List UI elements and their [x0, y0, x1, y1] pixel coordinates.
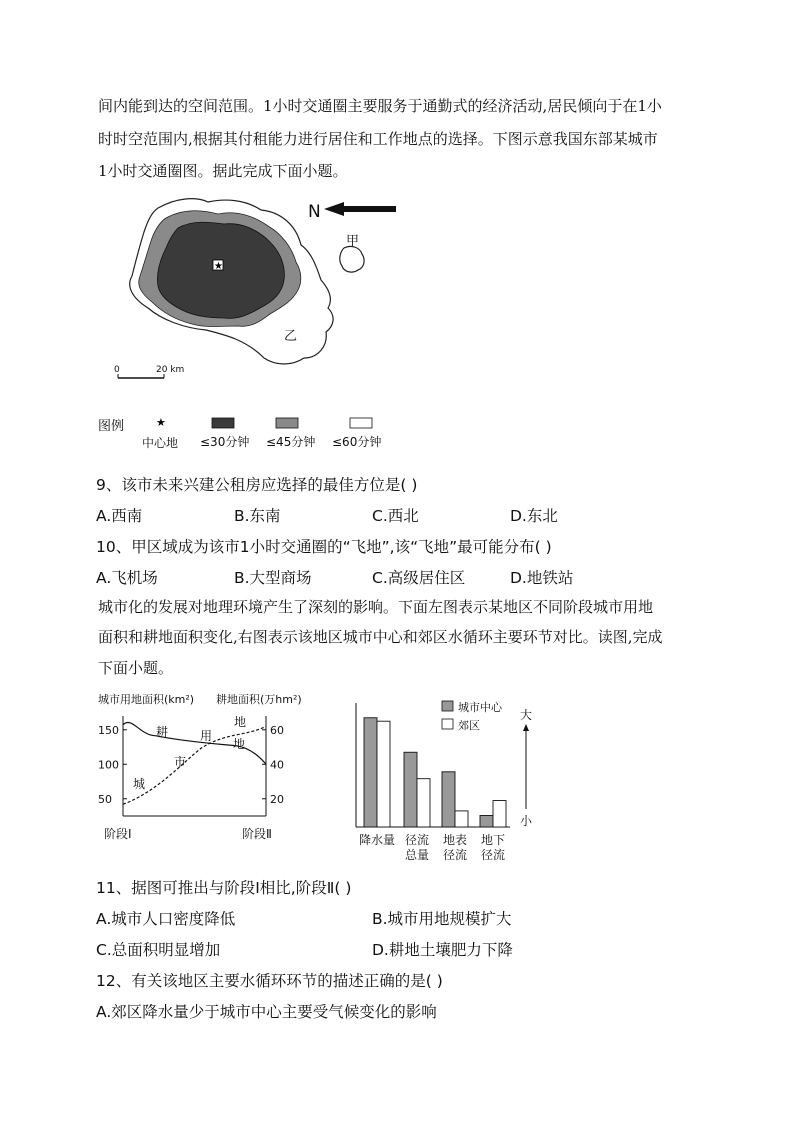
center-star-icon: ★ [214, 261, 223, 272]
farm-label-1: 耕 [156, 725, 169, 739]
bar [493, 801, 506, 827]
bar [364, 718, 377, 827]
legend-45-label: ≤45分钟 [266, 435, 316, 449]
bar [377, 721, 390, 827]
bar [480, 816, 493, 828]
q9-option-d[interactable]: D.东北 [510, 507, 558, 525]
q11-option-b[interactable]: B.城市用地规模扩大 [372, 910, 512, 928]
label-yi: 乙 [284, 329, 298, 344]
q9-option-a[interactable]: A.西南 [96, 507, 143, 525]
passage1-line2: 时时空范围内,根据其付租能力进行居住和工作地点的选择。下图示意我国东部某城市 [98, 130, 658, 148]
legend-30-label: ≤30分钟 [200, 435, 250, 449]
passage2-line2: 面积和耕地面积变化,右图表示该地区城市中心和郊区水循环主要环节对比。读图,完成 [98, 628, 663, 646]
arrow-up-icon [523, 724, 529, 731]
axis-bottom: 小 [520, 814, 533, 828]
q12-stem: 12、有关该地区主要水循环环节的描述正确的是( ) [96, 972, 443, 990]
q10-option-d[interactable]: D.地铁站 [510, 569, 574, 587]
ytick-left-label: 150 [98, 723, 119, 737]
bar-category-label: 地表 [442, 833, 468, 847]
passage1-line1: 间内能到达的空间范围。1小时交通圈主要服务于通勤式的经济活动,居民倾向于在1小 [98, 97, 662, 115]
q11-stem: 11、据图可推出与阶段Ⅰ相比,阶段Ⅱ( ) [96, 879, 352, 897]
q10-option-c[interactable]: C.高级居住区 [372, 569, 466, 587]
urban-label-4: 地 [234, 715, 247, 729]
bar-category-label: 径流 [404, 833, 430, 847]
traffic-circle-map [96, 190, 416, 455]
bar [455, 811, 468, 827]
north-label: N [308, 202, 321, 222]
water-cycle-chart [350, 697, 560, 867]
farm-label-2: 地 [233, 737, 246, 751]
bar-category-label: 地下 [480, 833, 506, 847]
q9-option-b[interactable]: B.东南 [234, 507, 281, 525]
enclave-jia [340, 246, 364, 272]
ytick-left-label: 100 [98, 758, 119, 772]
ytick-right-label: 40 [270, 758, 284, 772]
north-arrow-icon [324, 202, 396, 216]
legend-title: 图例 [98, 419, 125, 434]
ytick-right-label: 60 [270, 723, 284, 737]
urban-label-1: 城 [133, 777, 146, 791]
urban-label-3: 用 [200, 729, 213, 743]
q11-option-d[interactable]: D.耕地土壤肥力下降 [372, 941, 513, 959]
legend-suburb-label: 郊区 [458, 719, 480, 732]
legend-60-label: ≤60分钟 [332, 435, 382, 449]
legend-center-icon: ★ [156, 416, 166, 429]
bar-category-label: 降水量 [358, 833, 396, 847]
q11-option-c[interactable]: C.总面积明显增加 [96, 941, 221, 959]
urban-label-2: 市 [174, 755, 187, 769]
legend-suburb-swatch [442, 719, 453, 729]
legend-60-swatch [350, 418, 372, 428]
x-stage-1: 阶段Ⅰ [104, 827, 132, 841]
q9-option-c[interactable]: C.西北 [372, 507, 419, 525]
legend-center-label: 中心地 [142, 436, 179, 450]
bar [442, 772, 455, 827]
bar-category-label: 总量 [404, 848, 430, 862]
q12-option-a[interactable]: A.郊区降水量少于城市中心主要受气候变化的影响 [96, 1003, 437, 1021]
legend-45-swatch [276, 418, 298, 428]
scale-zero: 0 [114, 365, 120, 375]
ytick-left-label: 50 [98, 792, 112, 806]
q9-stem: 9、该市未来兴建公租房应选择的最佳方位是( ) [96, 476, 418, 494]
q10-option-b[interactable]: B.大型商场 [234, 569, 312, 587]
ytick-right-label: 20 [270, 792, 284, 806]
x-stage-2: 阶段Ⅱ [242, 827, 272, 841]
bar-category-label: 径流 [442, 848, 468, 862]
bar [404, 752, 417, 827]
legend-urban-swatch [442, 701, 453, 711]
q10-stem: 10、甲区域成为该市1小时交通圈的“飞地”,该“飞地”最可能分布( ) [96, 538, 552, 556]
land-area-chart [96, 688, 321, 848]
axis-top: 大 [520, 708, 533, 722]
passage2-line3: 下面小题。 [98, 659, 174, 677]
scale-20: 20 km [156, 365, 185, 375]
q10-option-a[interactable]: A.飞机场 [96, 569, 158, 587]
ylabel-right: 耕地面积(万hm²) [216, 693, 302, 706]
legend-urban-label: 城市中心 [458, 701, 502, 714]
passage1-line3: 1小时交通圈图。据此完成下面小题。 [98, 162, 348, 180]
q11-option-a[interactable]: A.城市人口密度降低 [96, 910, 236, 928]
ylabel-left: 城市用地面积(km²) [98, 693, 195, 706]
bar [417, 779, 430, 827]
passage2-line1: 城市化的发展对地理环境产生了深刻的影响。下面左图表示某地区不同阶段城市用地 [98, 598, 654, 616]
label-jia: 甲 [346, 234, 360, 249]
legend-30-swatch [212, 418, 234, 428]
bar-category-label: 径流 [480, 848, 506, 862]
